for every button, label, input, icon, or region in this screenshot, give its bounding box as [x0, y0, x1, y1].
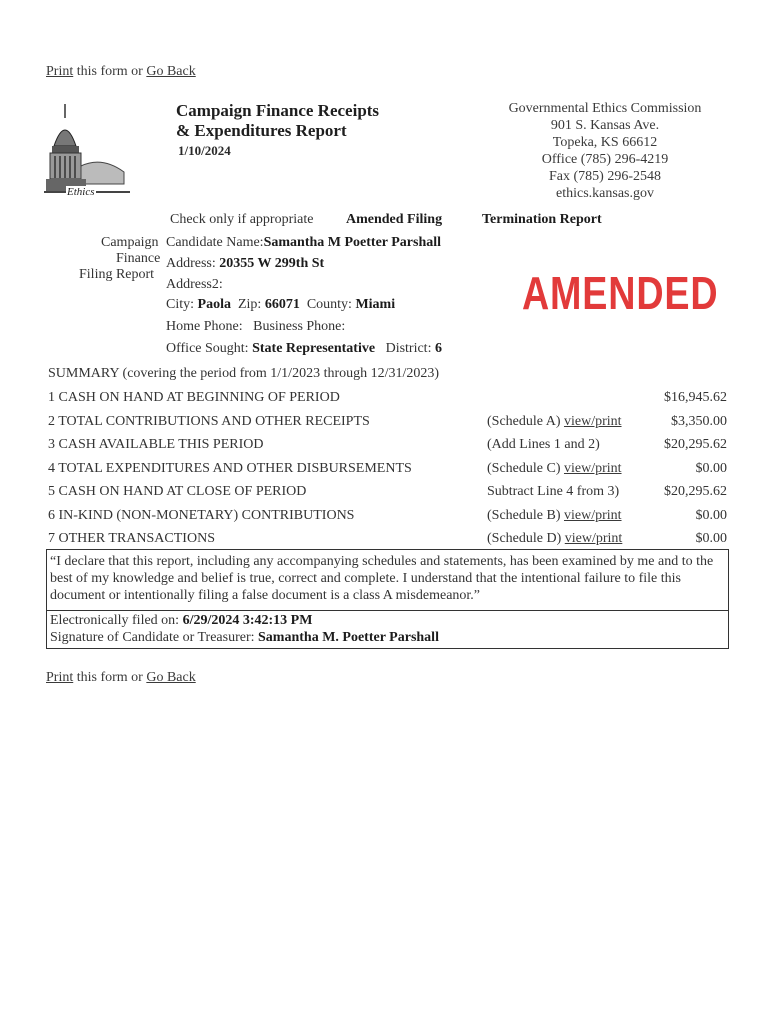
filed-row	[50, 613, 312, 629]
print-link[interactable]: Print	[46, 64, 74, 79]
schedule-view-print-link[interactable]: view/print	[564, 531, 623, 546]
summary-row-amount: $20,295.62	[664, 437, 727, 452]
go-back-link-bottom[interactable]: Go Back	[146, 670, 196, 685]
county-value: Miami	[355, 297, 396, 312]
office-sought-value: State Representative	[252, 341, 376, 356]
summary-row-note-text: (Schedule B)	[487, 507, 564, 523]
ethics-logo	[44, 100, 130, 204]
summary-row-amount: $16,945.62	[664, 390, 727, 405]
signature-value: Samantha M. Poetter Parshall	[258, 630, 439, 645]
district-value: 6	[434, 341, 442, 356]
agency-name: Governmental Ethics Commission	[508, 101, 702, 116]
agency-office-phone: Office (785) 296-4219	[541, 152, 669, 167]
amended-stamp: AMENDED	[522, 267, 719, 319]
amended-filing-label: Amended Filing	[346, 212, 443, 227]
agency-street: 901 S. Kansas Ave.	[550, 118, 660, 133]
declaration-box	[46, 549, 729, 649]
summary-row-amount: $20,295.62	[664, 484, 727, 499]
check-label: Check only if appropriate	[170, 212, 314, 227]
summary-row-note	[487, 531, 622, 547]
phone-row	[166, 319, 345, 335]
report-date: 1/10/2024	[178, 143, 231, 158]
agency-city: Topeka, KS 66612	[552, 135, 658, 150]
summary-row-amount: $0.00	[695, 507, 727, 523]
logo-text: Ethics	[67, 186, 95, 198]
schedule-view-print-link[interactable]: view/print	[563, 413, 622, 429]
candidate-name: Samantha M Poetter Parshall	[263, 235, 442, 250]
summary-row-note-text: (Schedule D)	[487, 531, 565, 546]
agency-block	[480, 100, 730, 202]
nav-separator-text: this form or	[73, 64, 147, 79]
schedule-view-print-link[interactable]: view/print	[563, 460, 622, 476]
zip-label: Zip:	[237, 297, 265, 312]
home-phone-label: Home Phone:	[166, 319, 243, 334]
summary-row-label: 3 CASH AVAILABLE THIS PERIOD	[48, 437, 264, 452]
summary-row-note	[487, 414, 622, 430]
signature-row	[50, 630, 439, 646]
side-label-filing-report: Filing Report	[79, 267, 155, 282]
summary-row-label: 1 CASH ON HAND AT BEGINNING OF PERIOD	[48, 390, 340, 405]
summary-row-amount: $3,350.00	[671, 413, 727, 429]
summary-row-note-text: Subtract Line 4 from 3)	[487, 484, 620, 499]
side-label-campaign: Campaign	[101, 235, 159, 250]
city-label: City:	[166, 297, 198, 312]
summary-row-note-text: (Add Lines 1 and 2)	[487, 437, 600, 452]
address-row	[166, 256, 324, 272]
summary-row-amount: $0.00	[695, 460, 727, 476]
summary-row-note-text: (Schedule C)	[487, 460, 564, 476]
top-nav	[46, 64, 196, 80]
agency-website: ethics.kansas.gov	[556, 186, 654, 201]
summary-row-note	[487, 461, 622, 477]
city-row	[166, 297, 395, 313]
business-phone-label: Business Phone:	[253, 319, 346, 334]
city-value: Paola	[197, 297, 231, 312]
district-label: District:	[385, 341, 435, 356]
candidate-name-label: Candidate Name:	[166, 235, 264, 250]
declaration-statement: “I declare that this report, including any accompanying schedules and statements, has been examined by me and to the best of my knowledge and belief is true, correct and complete. I understand that the intentional failure to file this document or intentionally filing a false document is a class A misdemeanor.”	[50, 554, 714, 603]
termination-report-label: Termination Report	[482, 212, 602, 227]
summary-row-note	[487, 508, 622, 524]
declaration-divider	[47, 610, 728, 611]
bottom-nav	[46, 670, 196, 686]
county-label: County:	[306, 297, 356, 312]
summary-row-note	[487, 484, 619, 500]
summary-row-note	[487, 437, 600, 453]
signature-label: Signature of Candidate or Treasurer:	[50, 630, 259, 645]
office-sought-label: Office Sought:	[166, 341, 253, 356]
agency-fax: Fax (785) 296-2548	[549, 169, 661, 184]
print-link-bottom[interactable]: Print	[46, 670, 74, 685]
filed-label: Electronically filed on:	[50, 613, 183, 628]
office-row	[166, 341, 442, 357]
summary-row-label: 7 OTHER TRANSACTIONS	[48, 531, 215, 546]
address-label: Address:	[166, 256, 220, 271]
candidate-name-row	[166, 235, 441, 251]
summary-row-label: 4 TOTAL EXPENDITURES AND OTHER DISBURSEMENTS	[48, 460, 412, 476]
address2-label: Address2:	[166, 277, 223, 292]
filed-value: 6/29/2024 3:42:13 PM	[182, 613, 313, 628]
side-label-finance: Finance	[116, 251, 161, 266]
report-title-line2: & Expenditures Report	[176, 121, 347, 140]
schedule-view-print-link[interactable]: view/print	[563, 507, 622, 523]
zip-value: 66071	[264, 297, 300, 312]
summary-row-label: 5 CASH ON HAND AT CLOSE OF PERIOD	[48, 484, 307, 499]
address-value: 20355 W 299th St	[219, 256, 325, 271]
summary-row-note-text: (Schedule A)	[487, 413, 564, 429]
summary-row-label: 2 TOTAL CONTRIBUTIONS AND OTHER RECEIPTS	[48, 413, 370, 429]
report-title-line1: Campaign Finance Receipts	[176, 101, 380, 120]
go-back-link[interactable]: Go Back	[146, 64, 196, 79]
summary-row-label: 6 IN-KIND (NON-MONETARY) CONTRIBUTIONS	[48, 507, 355, 523]
summary-row-amount: $0.00	[695, 531, 727, 546]
nav-separator-text-bottom: this form or	[73, 670, 147, 685]
summary-heading: SUMMARY (covering the period from 1/1/2023 through 12/31/2023)	[48, 366, 440, 381]
